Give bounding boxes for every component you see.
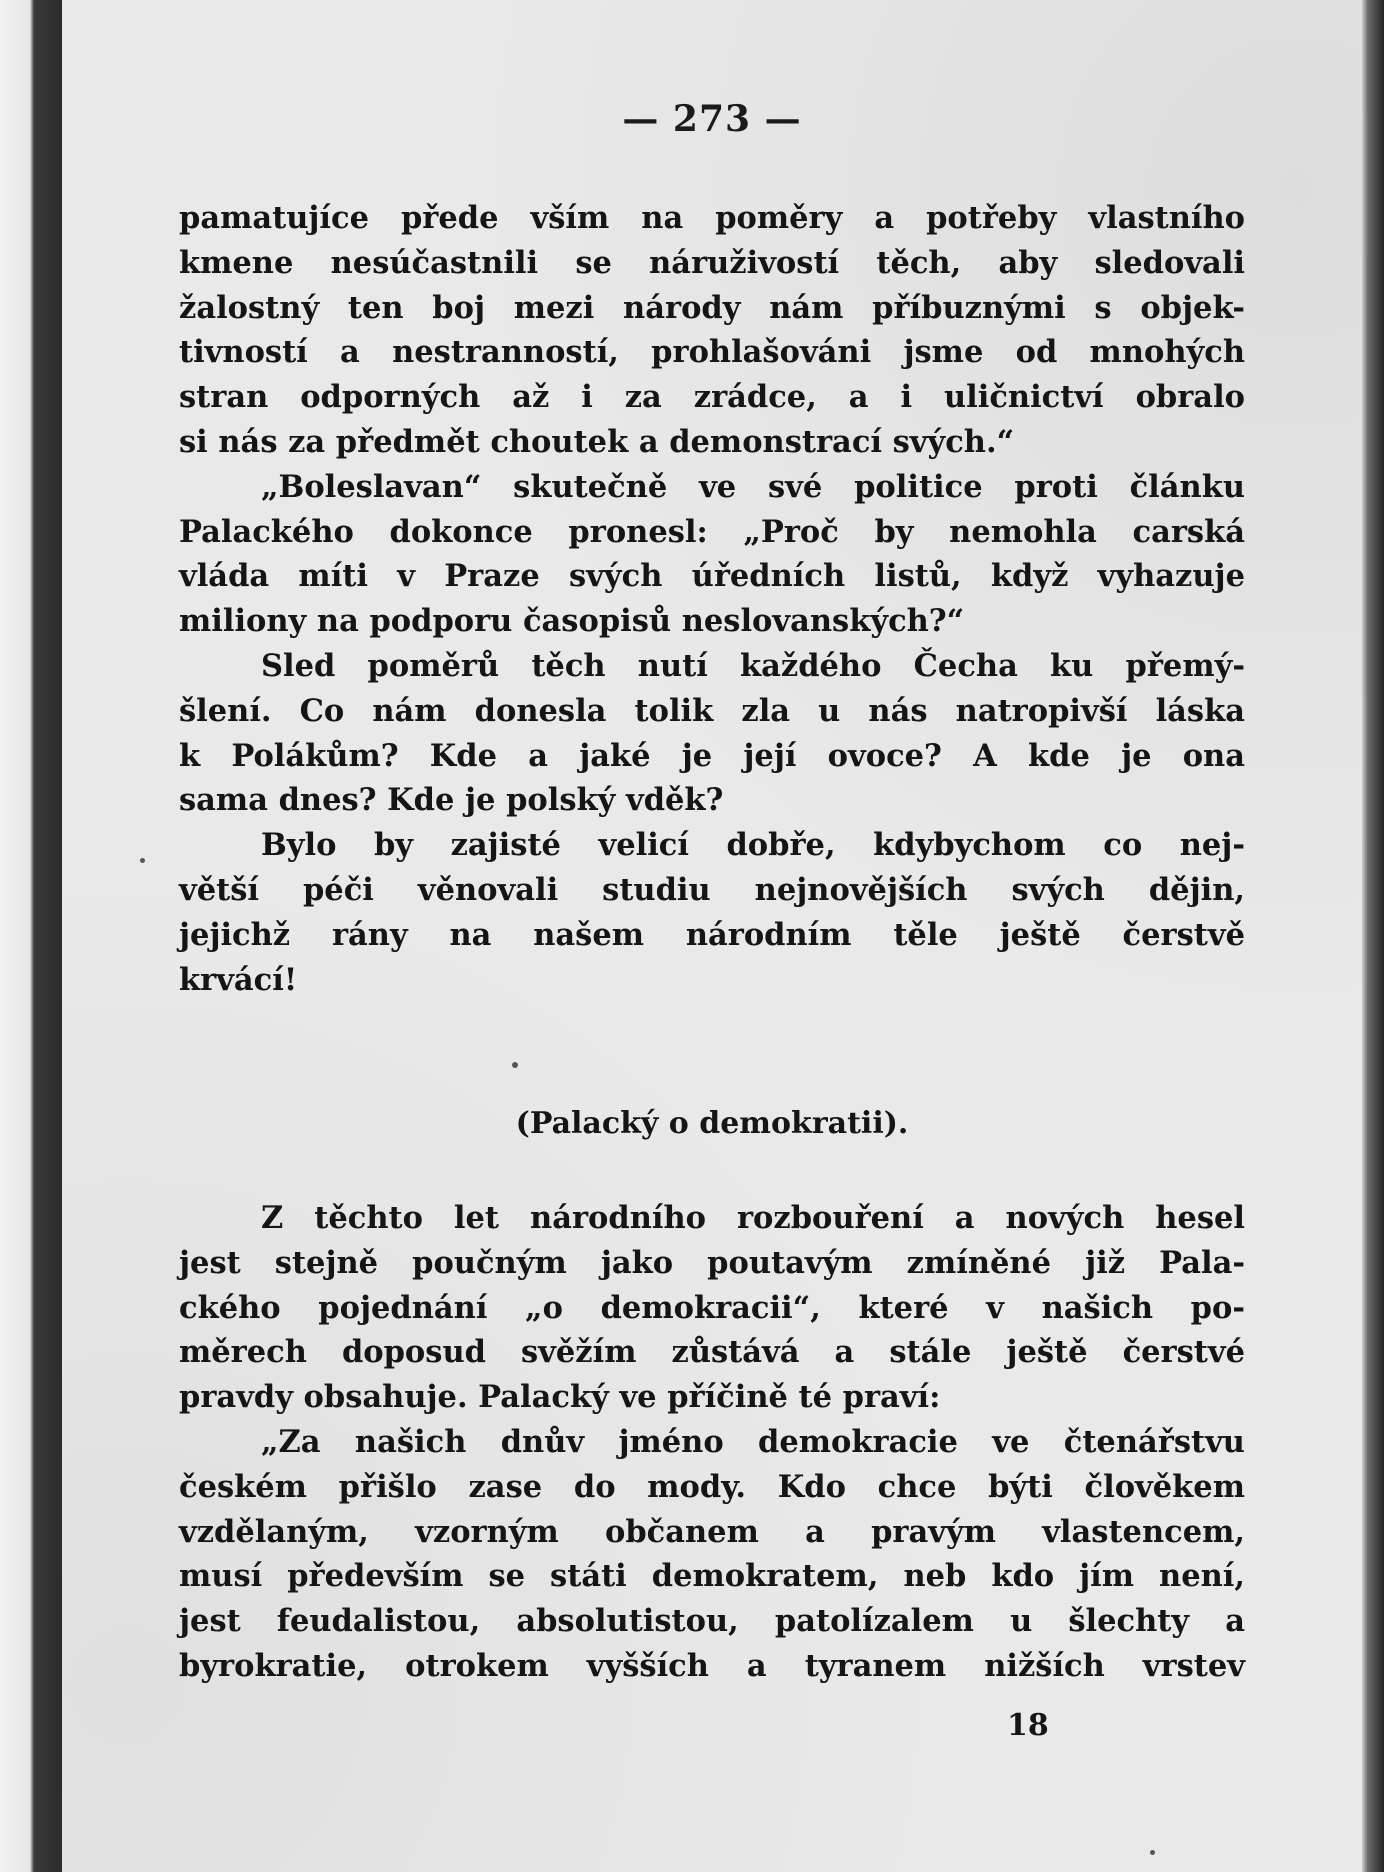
text-line: vzdělaným, vzorným občanem a pravým vlastencem, xyxy=(179,1513,1245,1550)
text-line: českém přišlo zase do mody. Kdo chce býti člověkem xyxy=(179,1468,1245,1505)
text-line: jejichž rány na našem národním těle ještě čerstvě xyxy=(179,916,1245,953)
text-line: žalostný ten boj mezi národy nám příbuznými s objek- xyxy=(179,289,1245,326)
text-line: byrokratie, otrokem vyšších a tyranem nižších vrstev xyxy=(179,1647,1245,1684)
body-text-bottom xyxy=(179,1196,1245,1689)
text-line: pamatujíce přede vším na poměry a potřeby vlastního xyxy=(179,200,1245,236)
text-line: k Polákům? Kde a jaké je její ovoce? A kde je ona xyxy=(179,737,1245,774)
text-line: Palackého dokonce pronesl: „Proč by nemohla carská xyxy=(179,513,1245,550)
text-line: kmene nesúčastnili se náruživostí těch, aby sledovali xyxy=(179,244,1245,281)
text-line: Sled poměrů těch nutí každého Čecha ku přemý- xyxy=(261,647,1245,684)
text-line: krvácí! xyxy=(179,961,298,998)
book-page xyxy=(62,0,1362,1872)
text-line: si nás za předmět choutek a demonstrací svých.“ xyxy=(179,423,1015,460)
text-line: „Za našich dnův jméno demokracie ve čtenářstvu xyxy=(261,1423,1245,1460)
text-line: ckého pojednání „o demokracii“, které v našich po- xyxy=(179,1289,1245,1326)
print-speck xyxy=(140,858,145,863)
print-speck xyxy=(1150,1850,1155,1855)
text-line: pravdy obsahuje. Palacký ve příčině té praví: xyxy=(179,1379,941,1416)
section-title: (Palacký o demokratii). xyxy=(515,1106,909,1141)
text-line: jest feudalistou, absolutistou, patolízalem u šlechty a xyxy=(179,1603,1245,1640)
text-line: vláda míti v Praze svých úředních listů, když vyhazuje xyxy=(179,558,1245,595)
text-line: „Boleslavan“ skutečně ve své politice proti článku xyxy=(261,468,1245,505)
text-line: měrech doposud svěžím zůstává a stále ještě čerstvé xyxy=(179,1334,1245,1371)
text-line: sama dnes? Kde je polský vděk? xyxy=(179,782,724,819)
scan-left-margin xyxy=(0,0,62,1872)
text-line: Bylo by zajisté velicí dobře, kdybychom co nej- xyxy=(261,827,1245,864)
text-line: větší péči věnovali studiu nejnovějších svých dějin, xyxy=(179,871,1245,908)
print-speck xyxy=(512,1062,518,1068)
text-line: šlení. Co nám donesla tolik zla u nás natropivší láska xyxy=(179,692,1245,729)
text-line: miliony na podporu časopisů neslovanských?“ xyxy=(179,603,965,640)
scan-right-margin xyxy=(1362,0,1384,1872)
text-line: tivností a nestranností, prohlašováni jsme od mnohých xyxy=(179,334,1245,371)
text-line: jest stejně poučným jako poutavým zmíněné již Pala- xyxy=(179,1244,1245,1281)
signature-mark: 18 xyxy=(1007,1708,1049,1743)
text-line: musí především se státi demokratem, neb kdo jím není, xyxy=(179,1558,1245,1595)
body-text-top xyxy=(179,196,1245,1002)
text-line: Z těchto let národního rozbouření a nových hesel xyxy=(261,1200,1245,1236)
text-line: stran odporných až i za zrádce, a i uličnictví obralo xyxy=(179,379,1245,416)
page-number-header: — 273 — xyxy=(622,98,802,140)
